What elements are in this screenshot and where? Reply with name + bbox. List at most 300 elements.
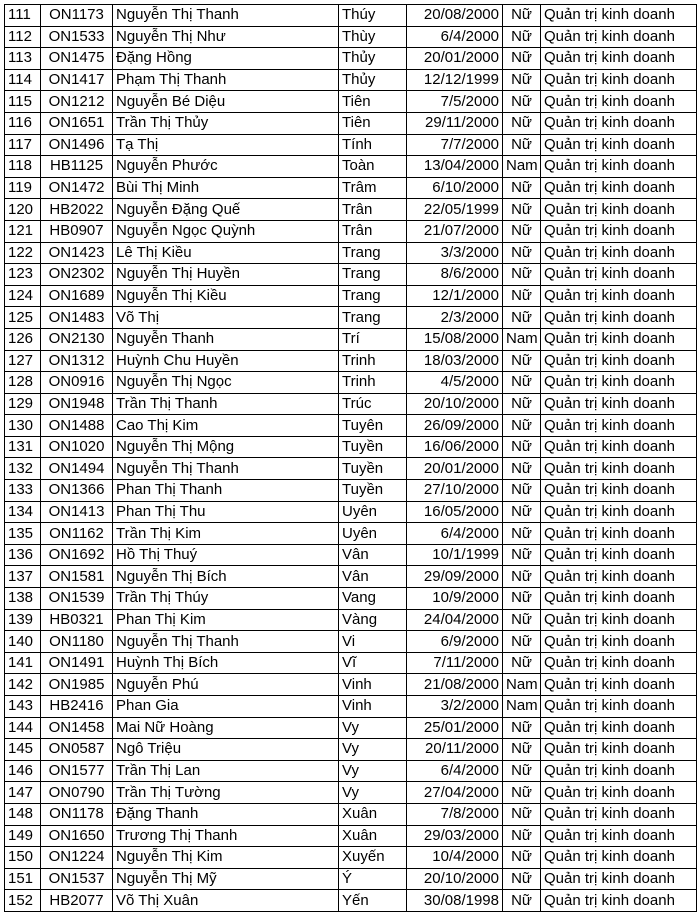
- table-row: [5, 825, 697, 847]
- row-number-cell: 132: [5, 458, 41, 480]
- given-name-cell: Trân: [339, 220, 407, 242]
- family-and-middle-name-cell: Huỳnh Thị Bích: [113, 652, 339, 674]
- family-and-middle-name-cell: Nguyễn Thị Thanh: [113, 631, 339, 653]
- major-cell: Quản trị kinh doanh: [541, 501, 697, 523]
- family-and-middle-name-cell: Võ Thị Xuân: [113, 890, 339, 912]
- date-of-birth-cell: 27/04/2000: [407, 782, 503, 804]
- table-row: [5, 803, 697, 825]
- family-and-middle-name-cell: Nguyễn Thị Mộng: [113, 436, 339, 458]
- row-number-cell: 149: [5, 825, 41, 847]
- date-of-birth-cell: 30/08/1998: [407, 890, 503, 912]
- student-id-cell: ON1488: [41, 415, 113, 437]
- table-row: [5, 177, 697, 199]
- gender-cell: Nữ: [503, 177, 541, 199]
- gender-cell: Nam: [503, 696, 541, 718]
- student-id-cell: ON1689: [41, 285, 113, 307]
- family-and-middle-name-cell: Nguyễn Thị Như: [113, 26, 339, 48]
- table-row: [5, 566, 697, 588]
- row-number-cell: 120: [5, 199, 41, 221]
- family-and-middle-name-cell: Nguyễn Ngọc Quỳnh: [113, 220, 339, 242]
- given-name-cell: Vy: [339, 717, 407, 739]
- family-and-middle-name-cell: Phan Thị Kim: [113, 609, 339, 631]
- gender-cell: Nữ: [503, 803, 541, 825]
- family-and-middle-name-cell: Trần Thị Thủy: [113, 112, 339, 134]
- given-name-cell: Vĩ: [339, 652, 407, 674]
- date-of-birth-cell: 13/04/2000: [407, 156, 503, 178]
- date-of-birth-cell: 20/11/2000: [407, 739, 503, 761]
- date-of-birth-cell: 8/6/2000: [407, 264, 503, 286]
- family-and-middle-name-cell: Nguyễn Thị Mỹ: [113, 868, 339, 890]
- given-name-cell: Trinh: [339, 372, 407, 394]
- row-number-cell: 139: [5, 609, 41, 631]
- major-cell: Quản trị kinh doanh: [541, 609, 697, 631]
- student-id-cell: ON1533: [41, 26, 113, 48]
- student-id-cell: ON2130: [41, 328, 113, 350]
- table-row: [5, 890, 697, 912]
- date-of-birth-cell: 12/12/1999: [407, 69, 503, 91]
- row-number-cell: 151: [5, 868, 41, 890]
- given-name-cell: Uyên: [339, 501, 407, 523]
- date-of-birth-cell: 3/2/2000: [407, 696, 503, 718]
- major-cell: Quản trị kinh doanh: [541, 544, 697, 566]
- date-of-birth-cell: 6/4/2000: [407, 760, 503, 782]
- student-id-cell: ON1423: [41, 242, 113, 264]
- row-number-cell: 113: [5, 48, 41, 70]
- major-cell: Quản trị kinh doanh: [541, 156, 697, 178]
- date-of-birth-cell: 24/04/2000: [407, 609, 503, 631]
- major-cell: Quản trị kinh doanh: [541, 523, 697, 545]
- given-name-cell: Thùy: [339, 26, 407, 48]
- student-id-cell: ON1491: [41, 652, 113, 674]
- student-id-cell: HB2022: [41, 199, 113, 221]
- major-cell: Quản trị kinh doanh: [541, 760, 697, 782]
- given-name-cell: Thủy: [339, 69, 407, 91]
- major-cell: Quản trị kinh doanh: [541, 782, 697, 804]
- family-and-middle-name-cell: Trương Thị Thanh: [113, 825, 339, 847]
- date-of-birth-cell: 21/08/2000: [407, 674, 503, 696]
- family-and-middle-name-cell: Nguyễn Đặng Quế: [113, 199, 339, 221]
- major-cell: Quản trị kinh doanh: [541, 566, 697, 588]
- row-number-cell: 125: [5, 307, 41, 329]
- student-id-cell: ON1212: [41, 91, 113, 113]
- major-cell: Quản trị kinh doanh: [541, 415, 697, 437]
- table-row: [5, 588, 697, 610]
- given-name-cell: Trang: [339, 285, 407, 307]
- student-id-cell: HB0321: [41, 609, 113, 631]
- given-name-cell: Uyên: [339, 523, 407, 545]
- table-row: [5, 307, 697, 329]
- row-number-cell: 124: [5, 285, 41, 307]
- student-id-cell: ON1178: [41, 803, 113, 825]
- student-id-cell: ON1692: [41, 544, 113, 566]
- major-cell: Quản trị kinh doanh: [541, 69, 697, 91]
- table-row: [5, 782, 697, 804]
- gender-cell: Nữ: [503, 458, 541, 480]
- major-cell: Quản trị kinh doanh: [541, 26, 697, 48]
- gender-cell: Nữ: [503, 588, 541, 610]
- family-and-middle-name-cell: Nguyễn Thị Ngọc: [113, 372, 339, 394]
- row-number-cell: 116: [5, 112, 41, 134]
- row-number-cell: 137: [5, 566, 41, 588]
- given-name-cell: Yến: [339, 890, 407, 912]
- gender-cell: Nữ: [503, 393, 541, 415]
- gender-cell: Nữ: [503, 566, 541, 588]
- family-and-middle-name-cell: Huỳnh Chu Huyền: [113, 350, 339, 372]
- given-name-cell: Xuân: [339, 825, 407, 847]
- family-and-middle-name-cell: Ngô Triệu: [113, 739, 339, 761]
- date-of-birth-cell: 4/5/2000: [407, 372, 503, 394]
- table-row: [5, 264, 697, 286]
- table-row: [5, 739, 697, 761]
- row-number-cell: 135: [5, 523, 41, 545]
- gender-cell: Nữ: [503, 739, 541, 761]
- table-row: [5, 652, 697, 674]
- major-cell: Quản trị kinh doanh: [541, 458, 697, 480]
- table-row: [5, 199, 697, 221]
- given-name-cell: Vinh: [339, 674, 407, 696]
- major-cell: Quản trị kinh doanh: [541, 220, 697, 242]
- major-cell: Quản trị kinh doanh: [541, 480, 697, 502]
- table-row: [5, 242, 697, 264]
- gender-cell: Nữ: [503, 112, 541, 134]
- student-id-cell: ON1180: [41, 631, 113, 653]
- given-name-cell: Ý: [339, 868, 407, 890]
- gender-cell: Nữ: [503, 48, 541, 70]
- date-of-birth-cell: 6/9/2000: [407, 631, 503, 653]
- family-and-middle-name-cell: Nguyễn Thị Kiều: [113, 285, 339, 307]
- family-and-middle-name-cell: Võ Thị: [113, 307, 339, 329]
- student-id-cell: HB0907: [41, 220, 113, 242]
- major-cell: Quản trị kinh doanh: [541, 350, 697, 372]
- student-id-cell: HB2416: [41, 696, 113, 718]
- gender-cell: Nữ: [503, 307, 541, 329]
- table-row: [5, 436, 697, 458]
- major-cell: Quản trị kinh doanh: [541, 199, 697, 221]
- given-name-cell: Xuyến: [339, 847, 407, 869]
- gender-cell: Nữ: [503, 544, 541, 566]
- major-cell: Quản trị kinh doanh: [541, 372, 697, 394]
- date-of-birth-cell: 27/10/2000: [407, 480, 503, 502]
- row-number-cell: 127: [5, 350, 41, 372]
- date-of-birth-cell: 7/11/2000: [407, 652, 503, 674]
- gender-cell: Nữ: [503, 760, 541, 782]
- gender-cell: Nữ: [503, 350, 541, 372]
- major-cell: Quản trị kinh doanh: [541, 436, 697, 458]
- given-name-cell: Vy: [339, 739, 407, 761]
- major-cell: Quản trị kinh doanh: [541, 134, 697, 156]
- table-row: [5, 544, 697, 566]
- family-and-middle-name-cell: Nguyễn Thị Bích: [113, 566, 339, 588]
- student-id-cell: ON1581: [41, 566, 113, 588]
- student-id-cell: ON1650: [41, 825, 113, 847]
- given-name-cell: Trang: [339, 307, 407, 329]
- table-row: [5, 285, 697, 307]
- major-cell: Quản trị kinh doanh: [541, 696, 697, 718]
- gender-cell: Nữ: [503, 609, 541, 631]
- row-number-cell: 144: [5, 717, 41, 739]
- table-row: [5, 760, 697, 782]
- major-cell: Quản trị kinh doanh: [541, 48, 697, 70]
- table-row: [5, 393, 697, 415]
- row-number-cell: 114: [5, 69, 41, 91]
- gender-cell: Nữ: [503, 264, 541, 286]
- student-id-cell: ON1366: [41, 480, 113, 502]
- given-name-cell: Trang: [339, 242, 407, 264]
- row-number-cell: 136: [5, 544, 41, 566]
- given-name-cell: Thúy: [339, 5, 407, 27]
- table-row: [5, 415, 697, 437]
- gender-cell: Nữ: [503, 436, 541, 458]
- row-number-cell: 147: [5, 782, 41, 804]
- gender-cell: Nữ: [503, 415, 541, 437]
- family-and-middle-name-cell: Trần Thị Lan: [113, 760, 339, 782]
- given-name-cell: Vang: [339, 588, 407, 610]
- family-and-middle-name-cell: Cao Thị Kim: [113, 415, 339, 437]
- student-id-cell: ON1417: [41, 69, 113, 91]
- gender-cell: Nữ: [503, 285, 541, 307]
- major-cell: Quản trị kinh doanh: [541, 328, 697, 350]
- student-id-cell: ON1985: [41, 674, 113, 696]
- row-number-cell: 146: [5, 760, 41, 782]
- student-id-cell: ON1472: [41, 177, 113, 199]
- gender-cell: Nữ: [503, 523, 541, 545]
- roster-body: [5, 5, 697, 912]
- row-number-cell: 126: [5, 328, 41, 350]
- given-name-cell: Trâm: [339, 177, 407, 199]
- row-number-cell: 150: [5, 847, 41, 869]
- family-and-middle-name-cell: Nguyễn Thị Thanh: [113, 458, 339, 480]
- table-row: [5, 717, 697, 739]
- date-of-birth-cell: 10/4/2000: [407, 847, 503, 869]
- student-id-cell: HB1125: [41, 156, 113, 178]
- table-row: [5, 458, 697, 480]
- major-cell: Quản trị kinh doanh: [541, 285, 697, 307]
- row-number-cell: 129: [5, 393, 41, 415]
- row-number-cell: 111: [5, 5, 41, 27]
- table-row: [5, 501, 697, 523]
- gender-cell: Nam: [503, 674, 541, 696]
- family-and-middle-name-cell: Lê Thị Kiều: [113, 242, 339, 264]
- gender-cell: Nữ: [503, 26, 541, 48]
- major-cell: Quản trị kinh doanh: [541, 91, 697, 113]
- date-of-birth-cell: 20/01/2000: [407, 458, 503, 480]
- gender-cell: Nữ: [503, 480, 541, 502]
- student-id-cell: ON0790: [41, 782, 113, 804]
- family-and-middle-name-cell: Trần Thị Kim: [113, 523, 339, 545]
- major-cell: Quản trị kinh doanh: [541, 631, 697, 653]
- family-and-middle-name-cell: Phan Thị Thanh: [113, 480, 339, 502]
- table-row: [5, 328, 697, 350]
- date-of-birth-cell: 29/09/2000: [407, 566, 503, 588]
- row-number-cell: 148: [5, 803, 41, 825]
- gender-cell: Nữ: [503, 631, 541, 653]
- student-id-cell: ON0587: [41, 739, 113, 761]
- gender-cell: Nữ: [503, 199, 541, 221]
- major-cell: Quản trị kinh doanh: [541, 847, 697, 869]
- student-id-cell: ON1494: [41, 458, 113, 480]
- row-number-cell: 128: [5, 372, 41, 394]
- table-row: [5, 91, 697, 113]
- row-number-cell: 119: [5, 177, 41, 199]
- gender-cell: Nữ: [503, 825, 541, 847]
- gender-cell: Nữ: [503, 868, 541, 890]
- given-name-cell: Vy: [339, 760, 407, 782]
- major-cell: Quản trị kinh doanh: [541, 112, 697, 134]
- date-of-birth-cell: 6/10/2000: [407, 177, 503, 199]
- given-name-cell: Trân: [339, 199, 407, 221]
- given-name-cell: Tính: [339, 134, 407, 156]
- gender-cell: Nữ: [503, 782, 541, 804]
- student-id-cell: ON1651: [41, 112, 113, 134]
- given-name-cell: Vi: [339, 631, 407, 653]
- table-row: [5, 696, 697, 718]
- given-name-cell: Trang: [339, 264, 407, 286]
- gender-cell: Nữ: [503, 652, 541, 674]
- date-of-birth-cell: 18/03/2000: [407, 350, 503, 372]
- given-name-cell: Tuyền: [339, 480, 407, 502]
- given-name-cell: Tuyền: [339, 458, 407, 480]
- given-name-cell: Tiên: [339, 91, 407, 113]
- given-name-cell: Trinh: [339, 350, 407, 372]
- date-of-birth-cell: 2/3/2000: [407, 307, 503, 329]
- student-id-cell: ON2302: [41, 264, 113, 286]
- table-row: [5, 350, 697, 372]
- student-id-cell: ON1537: [41, 868, 113, 890]
- major-cell: Quản trị kinh doanh: [541, 242, 697, 264]
- gender-cell: Nữ: [503, 242, 541, 264]
- table-row: [5, 523, 697, 545]
- given-name-cell: Trúc: [339, 393, 407, 415]
- row-number-cell: 141: [5, 652, 41, 674]
- row-number-cell: 133: [5, 480, 41, 502]
- gender-cell: Nữ: [503, 890, 541, 912]
- date-of-birth-cell: 3/3/2000: [407, 242, 503, 264]
- table-row: [5, 674, 697, 696]
- major-cell: Quản trị kinh doanh: [541, 264, 697, 286]
- date-of-birth-cell: 29/11/2000: [407, 112, 503, 134]
- major-cell: Quản trị kinh doanh: [541, 393, 697, 415]
- gender-cell: Nữ: [503, 69, 541, 91]
- gender-cell: Nam: [503, 156, 541, 178]
- gender-cell: Nữ: [503, 134, 541, 156]
- date-of-birth-cell: 10/9/2000: [407, 588, 503, 610]
- table-row: [5, 609, 697, 631]
- row-number-cell: 112: [5, 26, 41, 48]
- row-number-cell: 131: [5, 436, 41, 458]
- given-name-cell: Tuyên: [339, 415, 407, 437]
- row-number-cell: 142: [5, 674, 41, 696]
- major-cell: Quản trị kinh doanh: [541, 717, 697, 739]
- table-row: [5, 868, 697, 890]
- student-id-cell: ON1483: [41, 307, 113, 329]
- date-of-birth-cell: 20/08/2000: [407, 5, 503, 27]
- table-row: [5, 631, 697, 653]
- date-of-birth-cell: 21/07/2000: [407, 220, 503, 242]
- table-row: [5, 847, 697, 869]
- row-number-cell: 130: [5, 415, 41, 437]
- student-id-cell: ON1496: [41, 134, 113, 156]
- family-and-middle-name-cell: Trần Thị Thúy: [113, 588, 339, 610]
- gender-cell: Nữ: [503, 91, 541, 113]
- major-cell: Quản trị kinh doanh: [541, 674, 697, 696]
- family-and-middle-name-cell: Tạ Thị: [113, 134, 339, 156]
- date-of-birth-cell: 16/05/2000: [407, 501, 503, 523]
- date-of-birth-cell: 20/10/2000: [407, 868, 503, 890]
- table-row: [5, 69, 697, 91]
- table-row: [5, 372, 697, 394]
- family-and-middle-name-cell: Trần Thị Tường: [113, 782, 339, 804]
- family-and-middle-name-cell: Nguyễn Phú: [113, 674, 339, 696]
- date-of-birth-cell: 10/1/1999: [407, 544, 503, 566]
- family-and-middle-name-cell: Nguyễn Phước: [113, 156, 339, 178]
- family-and-middle-name-cell: Hồ Thị Thuý: [113, 544, 339, 566]
- row-number-cell: 143: [5, 696, 41, 718]
- date-of-birth-cell: 12/1/2000: [407, 285, 503, 307]
- gender-cell: Nữ: [503, 5, 541, 27]
- family-and-middle-name-cell: Nguyễn Bé Diệu: [113, 91, 339, 113]
- major-cell: Quản trị kinh doanh: [541, 739, 697, 761]
- family-and-middle-name-cell: Nguyễn Thị Kim: [113, 847, 339, 869]
- table-row: [5, 26, 697, 48]
- major-cell: Quản trị kinh doanh: [541, 652, 697, 674]
- table-row: [5, 156, 697, 178]
- student-roster-table: [4, 4, 697, 912]
- row-number-cell: 117: [5, 134, 41, 156]
- major-cell: Quản trị kinh doanh: [541, 803, 697, 825]
- given-name-cell: Tiên: [339, 112, 407, 134]
- row-number-cell: 134: [5, 501, 41, 523]
- family-and-middle-name-cell: Trần Thị Thanh: [113, 393, 339, 415]
- major-cell: Quản trị kinh doanh: [541, 890, 697, 912]
- student-id-cell: ON1413: [41, 501, 113, 523]
- family-and-middle-name-cell: Đặng Hồng: [113, 48, 339, 70]
- student-id-cell: ON1312: [41, 350, 113, 372]
- row-number-cell: 152: [5, 890, 41, 912]
- given-name-cell: Vàng: [339, 609, 407, 631]
- student-id-cell: ON1162: [41, 523, 113, 545]
- given-name-cell: Toàn: [339, 156, 407, 178]
- date-of-birth-cell: 25/01/2000: [407, 717, 503, 739]
- row-number-cell: 115: [5, 91, 41, 113]
- given-name-cell: Thủy: [339, 48, 407, 70]
- table-row: [5, 480, 697, 502]
- given-name-cell: Tuyền: [339, 436, 407, 458]
- given-name-cell: Xuân: [339, 803, 407, 825]
- major-cell: Quản trị kinh doanh: [541, 825, 697, 847]
- date-of-birth-cell: 15/08/2000: [407, 328, 503, 350]
- date-of-birth-cell: 20/01/2000: [407, 48, 503, 70]
- student-id-cell: ON0916: [41, 372, 113, 394]
- gender-cell: Nữ: [503, 847, 541, 869]
- date-of-birth-cell: 7/5/2000: [407, 91, 503, 113]
- row-number-cell: 122: [5, 242, 41, 264]
- student-id-cell: HB2077: [41, 890, 113, 912]
- student-id-cell: ON1020: [41, 436, 113, 458]
- row-number-cell: 140: [5, 631, 41, 653]
- major-cell: Quản trị kinh doanh: [541, 588, 697, 610]
- date-of-birth-cell: 6/4/2000: [407, 26, 503, 48]
- major-cell: Quản trị kinh doanh: [541, 177, 697, 199]
- date-of-birth-cell: 20/10/2000: [407, 393, 503, 415]
- date-of-birth-cell: 6/4/2000: [407, 523, 503, 545]
- major-cell: Quản trị kinh doanh: [541, 868, 697, 890]
- date-of-birth-cell: 22/05/1999: [407, 199, 503, 221]
- student-id-cell: ON1539: [41, 588, 113, 610]
- student-id-cell: ON1458: [41, 717, 113, 739]
- gender-cell: Nữ: [503, 220, 541, 242]
- date-of-birth-cell: 7/8/2000: [407, 803, 503, 825]
- major-cell: Quản trị kinh doanh: [541, 5, 697, 27]
